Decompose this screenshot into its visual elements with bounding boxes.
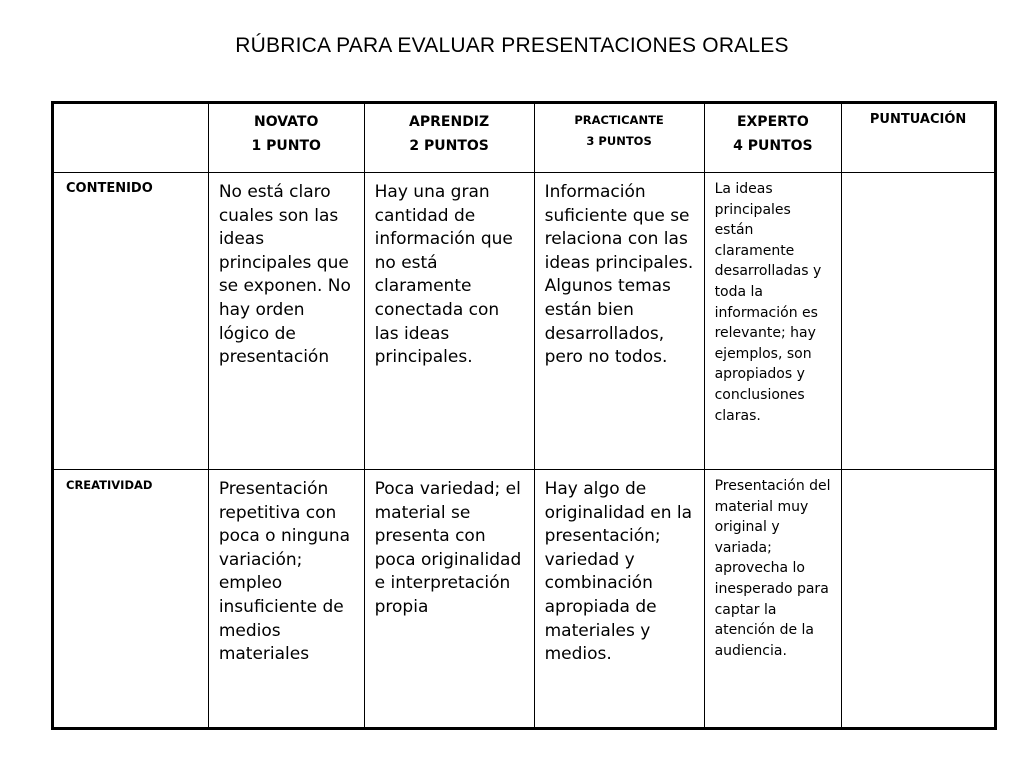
- table-row: [53, 470, 996, 729]
- header-level-points: 3 PUNTOS: [586, 134, 652, 148]
- header-level-name: EXPERTO: [736, 114, 809, 130]
- header-level-name: PRACTICANTE: [574, 113, 664, 127]
- criterion-label: CONTENIDO: [53, 173, 209, 470]
- header-aprendiz: [364, 103, 534, 173]
- header-level-points: 1 PUNTO: [251, 138, 321, 154]
- header-practicante: [534, 103, 704, 173]
- descriptor-cell: Presentación repetitiva con poca o ninguna variación; empleo insuficiente de medios materiales: [208, 470, 364, 729]
- score-cell: [842, 173, 996, 470]
- descriptor-cell: No está claro cuales son las ideas principales que se exponen. No hay orden lógico de presentación: [208, 173, 364, 470]
- descriptor-cell: Información suficiente que se relaciona con las ideas principales. Algunos temas están bien desarrollados, pero no todos.: [534, 173, 704, 470]
- header-level-points: 2 PUNTOS: [409, 138, 489, 154]
- header-experto: [704, 103, 842, 173]
- rubric-table: [51, 101, 997, 730]
- header-score-label: PUNTUACIÓN: [869, 112, 967, 127]
- header-level-name: APRENDIZ: [409, 114, 490, 130]
- descriptor-cell: Poca variedad; el material se presenta con poca originalidad e interpretación propia: [364, 470, 534, 729]
- table-row: [53, 173, 996, 470]
- corner-cell: [53, 103, 209, 173]
- descriptor-cell: Hay una gran cantidad de información que no está claramente conectada con las ideas principales.: [364, 173, 534, 470]
- header-level-points: 4 PUNTOS: [733, 138, 813, 154]
- header-puntuacion: [842, 103, 996, 173]
- descriptor-cell: La ideas principales están claramente desarrolladas y toda la información es relevante; hay ejemplos, son apropiados y conclusiones claras.: [704, 173, 842, 470]
- header-level-name: NOVATO: [254, 114, 319, 130]
- page-title: RÚBRICA PARA EVALUAR PRESENTACIONES ORALES: [235, 34, 789, 57]
- header-row: [53, 103, 996, 173]
- score-cell: [842, 470, 996, 729]
- header-novato: [208, 103, 364, 173]
- descriptor-cell: Presentación del material muy original y variada; aprovecha lo inesperado para captar la atención de la audiencia.: [704, 470, 842, 729]
- criterion-label: CREATIVIDAD: [53, 470, 209, 729]
- descriptor-cell: Hay algo de originalidad en la presentación; variedad y combinación apropiada de materiales y medios.: [534, 470, 704, 729]
